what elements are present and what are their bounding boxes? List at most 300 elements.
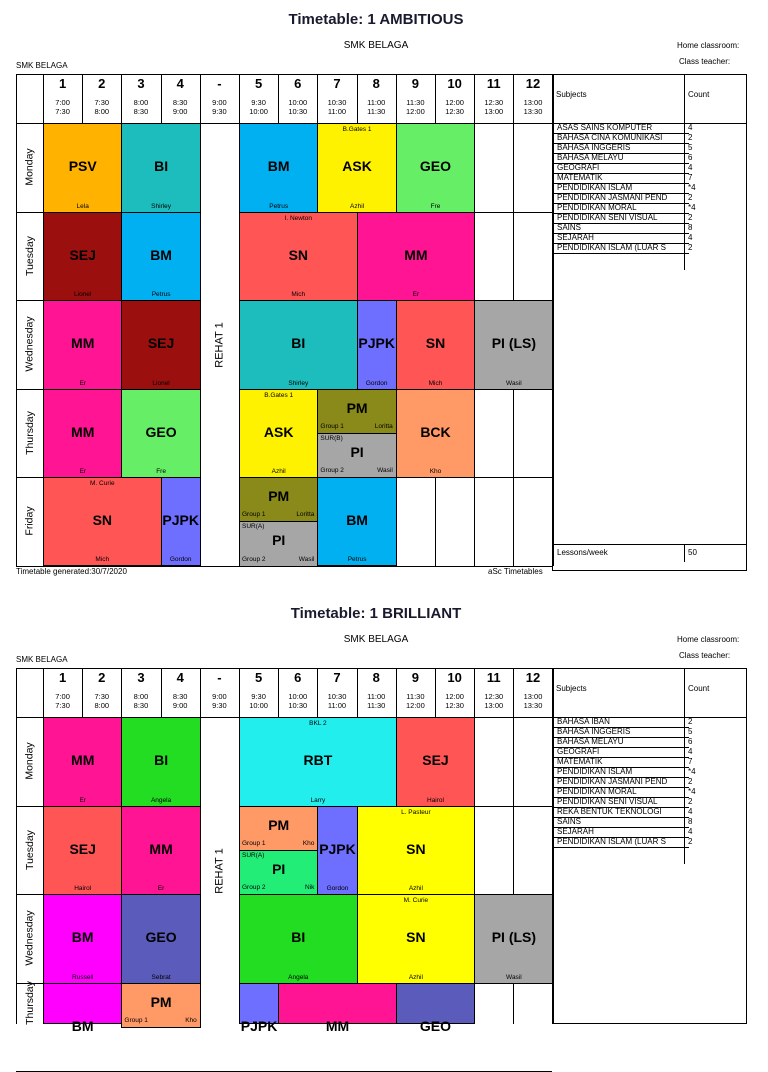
lesson-subject: MM [71, 423, 95, 440]
lesson-subject: PI [272, 860, 286, 877]
period-end-time: 12:00 [406, 701, 425, 710]
lesson-subject: MM [404, 246, 428, 263]
period-start-time: 10:00 [288, 98, 308, 107]
lesson-block[interactable] [396, 983, 475, 1034]
subject-name: BAHASA INGGERIS [557, 143, 631, 152]
subject-name: PENDIDIKAN ISLAM (LUAR S [557, 243, 666, 252]
lesson-teacher: Azhil [350, 202, 365, 210]
lesson-subject: SN [92, 512, 113, 529]
lesson-teacher: Er [79, 796, 86, 804]
home-classroom-label: Home classroom: [677, 635, 740, 644]
period-number: 10 [447, 76, 462, 91]
lesson-subject: SEJ [422, 752, 449, 769]
page-title: Timetable: 1 BRILLIANT [290, 605, 462, 622]
subject-count: 2 [688, 213, 693, 222]
lesson-subject: ASK [342, 158, 372, 175]
subject-name: SAINS [557, 817, 582, 826]
lesson-room: B.Gates 1 [264, 391, 294, 399]
period-start-time: 13:00 [523, 98, 543, 107]
lesson-teacher: Er [79, 379, 86, 387]
subject-count: 5 [688, 727, 693, 736]
lesson-teacher: Mich [95, 555, 110, 563]
school-name: SMK BELAGA [343, 634, 409, 645]
period-end-time: 9:00 [172, 107, 188, 116]
lesson-block-group-1[interactable] [239, 806, 318, 851]
subject-count: 4 [688, 747, 693, 756]
lesson-subject: BM [346, 512, 368, 529]
lesson-block[interactable] [357, 300, 397, 390]
lesson-teacher: Er [79, 468, 86, 475]
period-number: 2 [98, 670, 106, 685]
period-start-time: 11:30 [406, 98, 425, 107]
table-divider [684, 544, 685, 562]
period-end-time: 9:00 [172, 701, 188, 710]
subject-name: PENDIDIKAN ISLAM (LUAR S [557, 837, 666, 846]
lesson-subject: SEJ [147, 335, 175, 352]
lesson-block-group-2[interactable] [317, 433, 396, 478]
period-start-time: 11:00 [367, 692, 386, 701]
lesson-block[interactable] [43, 389, 122, 479]
lesson-room: I. Newton [284, 214, 313, 222]
period-number: 6 [294, 76, 302, 91]
lesson-group: Group 2 [242, 884, 266, 891]
period-end-time: 11:30 [367, 701, 386, 710]
period-number: 11 [486, 76, 501, 91]
lesson-label: SUR(A) [242, 523, 265, 531]
period-end-time: 11:00 [327, 107, 347, 116]
subject-count: 2 [688, 243, 693, 252]
lesson-teacher: Petrus [347, 555, 367, 563]
lesson-teacher: Fre [156, 468, 166, 475]
lesson-teacher: Er [412, 291, 420, 298]
lesson-teacher: Nik [305, 884, 315, 891]
period-end-time: 9:30 [212, 107, 227, 116]
class-teacher-label: Class teacher: [679, 57, 731, 66]
lesson-teacher: Lionel [74, 291, 92, 298]
lesson-subject: PSV [68, 158, 97, 175]
lesson-subject: MM [71, 752, 95, 769]
school-name-left: SMK BELAGA [16, 655, 68, 664]
subject-name: SEJARAH [557, 233, 594, 242]
period-end-time: 10:30 [288, 701, 308, 710]
lesson-block[interactable] [121, 894, 200, 984]
lesson-block[interactable] [121, 806, 200, 896]
period-number: 1 [58, 76, 67, 91]
period-number: 4 [176, 670, 184, 685]
table-row-line [552, 847, 689, 848]
table-divider [552, 544, 747, 545]
day-name: Tuesday [23, 235, 36, 276]
period-number: 1 [58, 670, 67, 685]
lesson-block[interactable] [396, 717, 475, 807]
lessons-week-label: Lessons/week [557, 548, 608, 557]
period-number: 6 [294, 670, 302, 685]
period-number: 9 [411, 76, 419, 91]
period-start-time: 7:00 [55, 98, 70, 107]
lesson-block[interactable] [239, 389, 318, 479]
subject-name: BAHASA MELAYU [557, 737, 624, 746]
subject-count: 6 [688, 737, 693, 746]
lesson-block[interactable] [239, 123, 318, 213]
period-start-time: 7:00 [55, 692, 70, 701]
lesson-subject: RBT [303, 752, 333, 769]
lesson-block[interactable] [317, 123, 396, 213]
lesson-subject: GEO [419, 158, 452, 175]
period-start-time: 10:30 [327, 692, 347, 701]
subject-name: SEJARAH [557, 827, 594, 836]
lesson-block[interactable] [43, 477, 162, 566]
lesson-teacher: Gordon [326, 885, 349, 892]
subject-name: PENDIDIKAN ISLAM [557, 183, 633, 192]
lesson-subject: SN [288, 246, 309, 263]
lesson-block[interactable] [121, 717, 200, 807]
home-classroom-label: Home classroom: [677, 41, 740, 50]
subject-name: PENDIDIKAN MORAL [557, 787, 637, 796]
period-number: 3 [137, 670, 145, 685]
lesson-block[interactable] [43, 300, 122, 390]
lesson-room: B.Gates 1 [342, 126, 372, 133]
table-divider [684, 74, 685, 270]
break-column [201, 718, 239, 1024]
lesson-group: Group 2 [320, 467, 344, 474]
period-start-time: 7:30 [94, 692, 110, 701]
period-number: - [217, 670, 222, 685]
lesson-teacher: Kho [429, 468, 442, 475]
lesson-subject: PM [346, 399, 368, 416]
period-end-time: 11:30 [367, 107, 386, 116]
lesson-teacher: Gordon [169, 555, 192, 563]
lesson-teacher: Lela [76, 202, 89, 210]
lesson-group: Group 1 [124, 1016, 148, 1024]
period-start-time: 8:30 [172, 692, 188, 701]
period-number: 11 [486, 670, 501, 685]
period-number: - [217, 76, 222, 91]
lesson-teacher: Mich [291, 291, 306, 298]
lesson-block[interactable] [396, 300, 475, 390]
lesson-block[interactable] [43, 806, 122, 896]
period-end-time: 12:00 [406, 107, 425, 116]
lesson-subject: PJPK [358, 335, 395, 352]
lesson-block[interactable] [317, 806, 357, 896]
lesson-teacher: Loritta [374, 422, 393, 430]
lesson-subject: SN [425, 335, 446, 352]
period-end-time: 10:00 [249, 701, 268, 710]
lesson-subject: SN [406, 840, 426, 857]
period-number: 10 [447, 670, 462, 685]
lesson-block[interactable] [278, 983, 397, 1034]
period-start-time: 13:00 [523, 692, 543, 701]
period-end-time: 10:30 [288, 107, 308, 116]
lesson-subject: BI [154, 158, 169, 175]
period-end-time: 8:30 [133, 701, 149, 710]
lesson-teacher: Shirley [151, 202, 172, 210]
period-end-time: 8:30 [133, 107, 149, 116]
lesson-subject: SN [406, 929, 426, 946]
lesson-block[interactable] [396, 123, 475, 213]
lesson-teacher: Hairol [74, 885, 92, 892]
lesson-block[interactable] [239, 983, 279, 1034]
period-end-time: 13:00 [484, 107, 504, 116]
table-row-line [552, 253, 689, 254]
lesson-subject: SEJ [69, 840, 96, 857]
subject-name: MATEMATIK [557, 757, 603, 766]
lesson-teacher: Angela [288, 973, 309, 981]
lesson-group: Group 1 [242, 511, 266, 519]
subject-count: 2 [688, 777, 693, 786]
lesson-block[interactable] [357, 212, 476, 302]
period-start-time: 9:30 [251, 98, 266, 107]
subject-count: 2 [688, 193, 693, 202]
subject-count: 7 [688, 757, 693, 766]
lesson-subject: GEO [145, 423, 177, 440]
period-end-time: 7:30 [55, 701, 70, 710]
lesson-subject: BI [154, 752, 169, 769]
lesson-room: L. Pasteur [401, 808, 431, 816]
period-number: 8 [372, 76, 380, 91]
period-end-time: 11:00 [327, 701, 347, 710]
subject-name: BAHASA MELAYU [557, 153, 624, 162]
subject-name: MATEMATIK [557, 173, 603, 182]
period-end-time: 9:30 [212, 701, 227, 710]
period-start-time: 8:00 [133, 692, 149, 701]
subject-count: 7 [688, 173, 693, 182]
period-start-time: 12:30 [484, 98, 504, 107]
day-name: Thursday [23, 981, 36, 1026]
lesson-group: Group 1 [242, 839, 266, 847]
lesson-teacher: Wasil [298, 555, 315, 563]
count-header: Count [688, 90, 710, 99]
period-end-time: 13:00 [484, 701, 504, 710]
lesson-subject: MM [149, 840, 173, 857]
subject-name: ASAS SAINS KOMPUTER [557, 123, 653, 132]
subject-name: GEOGRAFI [557, 163, 600, 172]
lesson-subject: BM [71, 1017, 94, 1034]
subject-count: 2 [688, 797, 693, 806]
break-column [201, 124, 239, 566]
subject-name: PENDIDIKAN SENI VISUAL [557, 797, 658, 806]
subject-count: *4 [688, 787, 696, 796]
lesson-block-group-2[interactable] [239, 521, 318, 566]
lesson-label: SUR(A) [242, 851, 265, 859]
day-name: Thursday [23, 410, 36, 455]
subject-count: 4 [688, 827, 693, 836]
subjects-header: Subjects [556, 90, 587, 99]
subject-count: 4 [688, 807, 693, 816]
period-start-time: 10:00 [288, 692, 308, 701]
lesson-block[interactable] [43, 212, 122, 302]
lesson-subject: GEO [145, 929, 177, 946]
count-header: Count [688, 684, 710, 693]
lesson-teacher: Azhil [408, 885, 423, 892]
subject-count: 4 [688, 123, 693, 132]
lesson-block[interactable] [396, 389, 475, 479]
lesson-subject: ASK [263, 423, 294, 440]
lesson-subject: GEO [419, 1017, 452, 1034]
lesson-subject: MM [325, 1017, 350, 1034]
period-number: 4 [176, 76, 184, 91]
period-start-time: 9:00 [212, 98, 227, 107]
lesson-room: M. Curie [90, 480, 115, 487]
period-start-time: 9:30 [251, 692, 266, 701]
lesson-teacher: Angela [150, 796, 172, 804]
subjects-header: Subjects [556, 684, 587, 693]
period-end-time: 7:30 [55, 107, 70, 116]
lesson-block[interactable] [239, 300, 358, 390]
lesson-teacher: Hairol [427, 796, 444, 804]
lesson-block[interactable] [121, 389, 200, 479]
lesson-block-group-1[interactable] [239, 477, 318, 522]
day-label-tuesday [16, 806, 43, 895]
lesson-subject: PI [272, 532, 286, 549]
period-end-time: 13:30 [523, 107, 543, 116]
table-divider [684, 668, 685, 864]
lesson-teacher: Wasil [506, 973, 522, 981]
subject-count: 6 [688, 153, 693, 162]
lesson-teacher: Petrus [151, 291, 171, 298]
lesson-teacher: Petrus [269, 202, 289, 210]
day-label-wednesday [16, 300, 43, 389]
class-teacher-label: Class teacher: [679, 651, 731, 660]
break-label: REHAT 1 [213, 848, 226, 894]
subject-name: BAHASA IBAN [557, 717, 610, 726]
lesson-block-group-2[interactable] [239, 850, 318, 895]
subject-count: 2 [688, 133, 693, 142]
period-end-time: 13:30 [523, 701, 543, 710]
lesson-teacher: Lionel [152, 379, 170, 387]
page-title: Timetable: 1 AMBITIOUS [288, 11, 464, 28]
lesson-teacher: Shirley [288, 379, 309, 387]
period-number: 12 [525, 76, 541, 91]
lesson-block[interactable] [121, 123, 200, 213]
lesson-block[interactable] [239, 212, 358, 302]
school-name-left: SMK BELAGA [16, 61, 68, 70]
lesson-subject: BI [291, 929, 306, 946]
subject-name: GEOGRAFI [557, 747, 600, 756]
lesson-subject: PM [150, 993, 172, 1010]
lesson-subject: SEJ [69, 246, 96, 263]
period-end-time: 10:00 [249, 107, 268, 116]
lesson-block[interactable] [43, 717, 122, 807]
lesson-group: Group 1 [320, 422, 344, 430]
break-label: REHAT 1 [213, 322, 226, 368]
lesson-subject: PI (LS) [491, 929, 537, 946]
lesson-block[interactable] [239, 717, 397, 807]
day-name: Tuesday [23, 829, 36, 870]
period-end-time: 8:00 [94, 107, 110, 116]
lesson-teacher: Russell [72, 973, 94, 981]
lesson-teacher: Kho [302, 839, 315, 847]
period-number: 9 [411, 670, 419, 685]
period-start-time: 7:30 [94, 98, 110, 107]
subject-name: PENDIDIKAN ISLAM [557, 767, 633, 776]
lesson-block[interactable] [357, 894, 476, 984]
lesson-block[interactable] [43, 983, 122, 1034]
period-start-time: 11:30 [406, 692, 425, 701]
lesson-subject: PI (LS) [491, 335, 537, 352]
period-start-time: 12:00 [445, 98, 464, 107]
period-number: 8 [372, 670, 380, 685]
period-number: 5 [254, 76, 263, 91]
lesson-block[interactable] [239, 894, 358, 984]
subject-name: BAHASA CINA KOMUNIKASI [557, 133, 663, 142]
subject-name: PENDIDIKAN JASMANI PEND [557, 193, 668, 202]
lesson-room: M. Curie [403, 897, 429, 904]
day-label-thursday [16, 389, 43, 478]
generated-date: Timetable generated:30/7/2020 [16, 566, 127, 576]
lesson-teacher: Kho [185, 1016, 197, 1024]
day-name: Monday [23, 742, 36, 780]
subject-name: BAHASA INGGERIS [557, 727, 631, 736]
lesson-teacher: Loritta [296, 511, 315, 519]
lesson-teacher: Fre [430, 202, 441, 210]
period-number: 5 [254, 670, 263, 685]
lesson-block[interactable] [161, 477, 201, 566]
lesson-teacher: Larry [310, 796, 326, 804]
subject-count: 2 [688, 717, 693, 726]
lesson-subject: PJPK [319, 840, 356, 857]
lesson-subject: PI [350, 443, 364, 460]
lesson-block-group-1[interactable] [317, 389, 396, 434]
lesson-subject: BM [267, 158, 290, 175]
period-number: 12 [525, 670, 541, 685]
period-start-time: 9:00 [212, 692, 227, 701]
period-start-time: 12:00 [445, 692, 464, 701]
lesson-teacher: Azhil [408, 973, 423, 981]
lesson-subject: BCK [420, 423, 451, 440]
period-number: 2 [98, 76, 106, 91]
subject-count: *4 [688, 203, 696, 212]
lesson-block-group-1[interactable] [121, 983, 200, 1028]
day-name: Wednesday [23, 910, 36, 966]
lesson-subject: PJPK [240, 1017, 278, 1034]
school-name: SMK BELAGA [343, 40, 409, 51]
period-end-time: 12:30 [445, 107, 464, 116]
day-name: Wednesday [23, 316, 36, 372]
lesson-block[interactable] [121, 300, 200, 390]
lesson-group: Group 2 [242, 555, 266, 563]
lesson-block[interactable] [43, 894, 122, 984]
subject-name: PENDIDIKAN SENI VISUAL [557, 213, 658, 222]
lesson-block[interactable] [474, 894, 553, 984]
period-number: 7 [333, 670, 341, 685]
day-name: Monday [23, 148, 36, 186]
lesson-subject: PM [268, 816, 290, 833]
lesson-block[interactable] [474, 300, 553, 390]
lesson-block[interactable] [317, 477, 396, 566]
subject-name: PENDIDIKAN JASMANI PEND [557, 777, 668, 786]
subject-count: 8 [688, 817, 693, 826]
subject-count: *4 [688, 183, 696, 192]
day-label-friday [16, 477, 43, 566]
lesson-subject: BM [71, 929, 94, 946]
lesson-block[interactable] [43, 123, 122, 213]
period-start-time: 11:00 [367, 98, 386, 107]
lesson-teacher: Wasil [377, 467, 393, 474]
subject-name: SAINS [557, 223, 582, 232]
period-number: 7 [333, 76, 341, 91]
lesson-teacher: Mich [428, 379, 443, 387]
lessons-week-count: 50 [688, 548, 697, 557]
lesson-block[interactable] [357, 806, 476, 896]
lesson-block[interactable] [121, 212, 200, 302]
lesson-subject: PM [268, 488, 290, 504]
period-start-time: 12:30 [484, 692, 504, 701]
day-label-monday [16, 123, 43, 212]
period-start-time: 10:30 [327, 98, 347, 107]
day-name: Friday [23, 506, 36, 536]
lesson-subject: PJPK [162, 512, 199, 529]
lesson-subject: MM [71, 335, 95, 352]
